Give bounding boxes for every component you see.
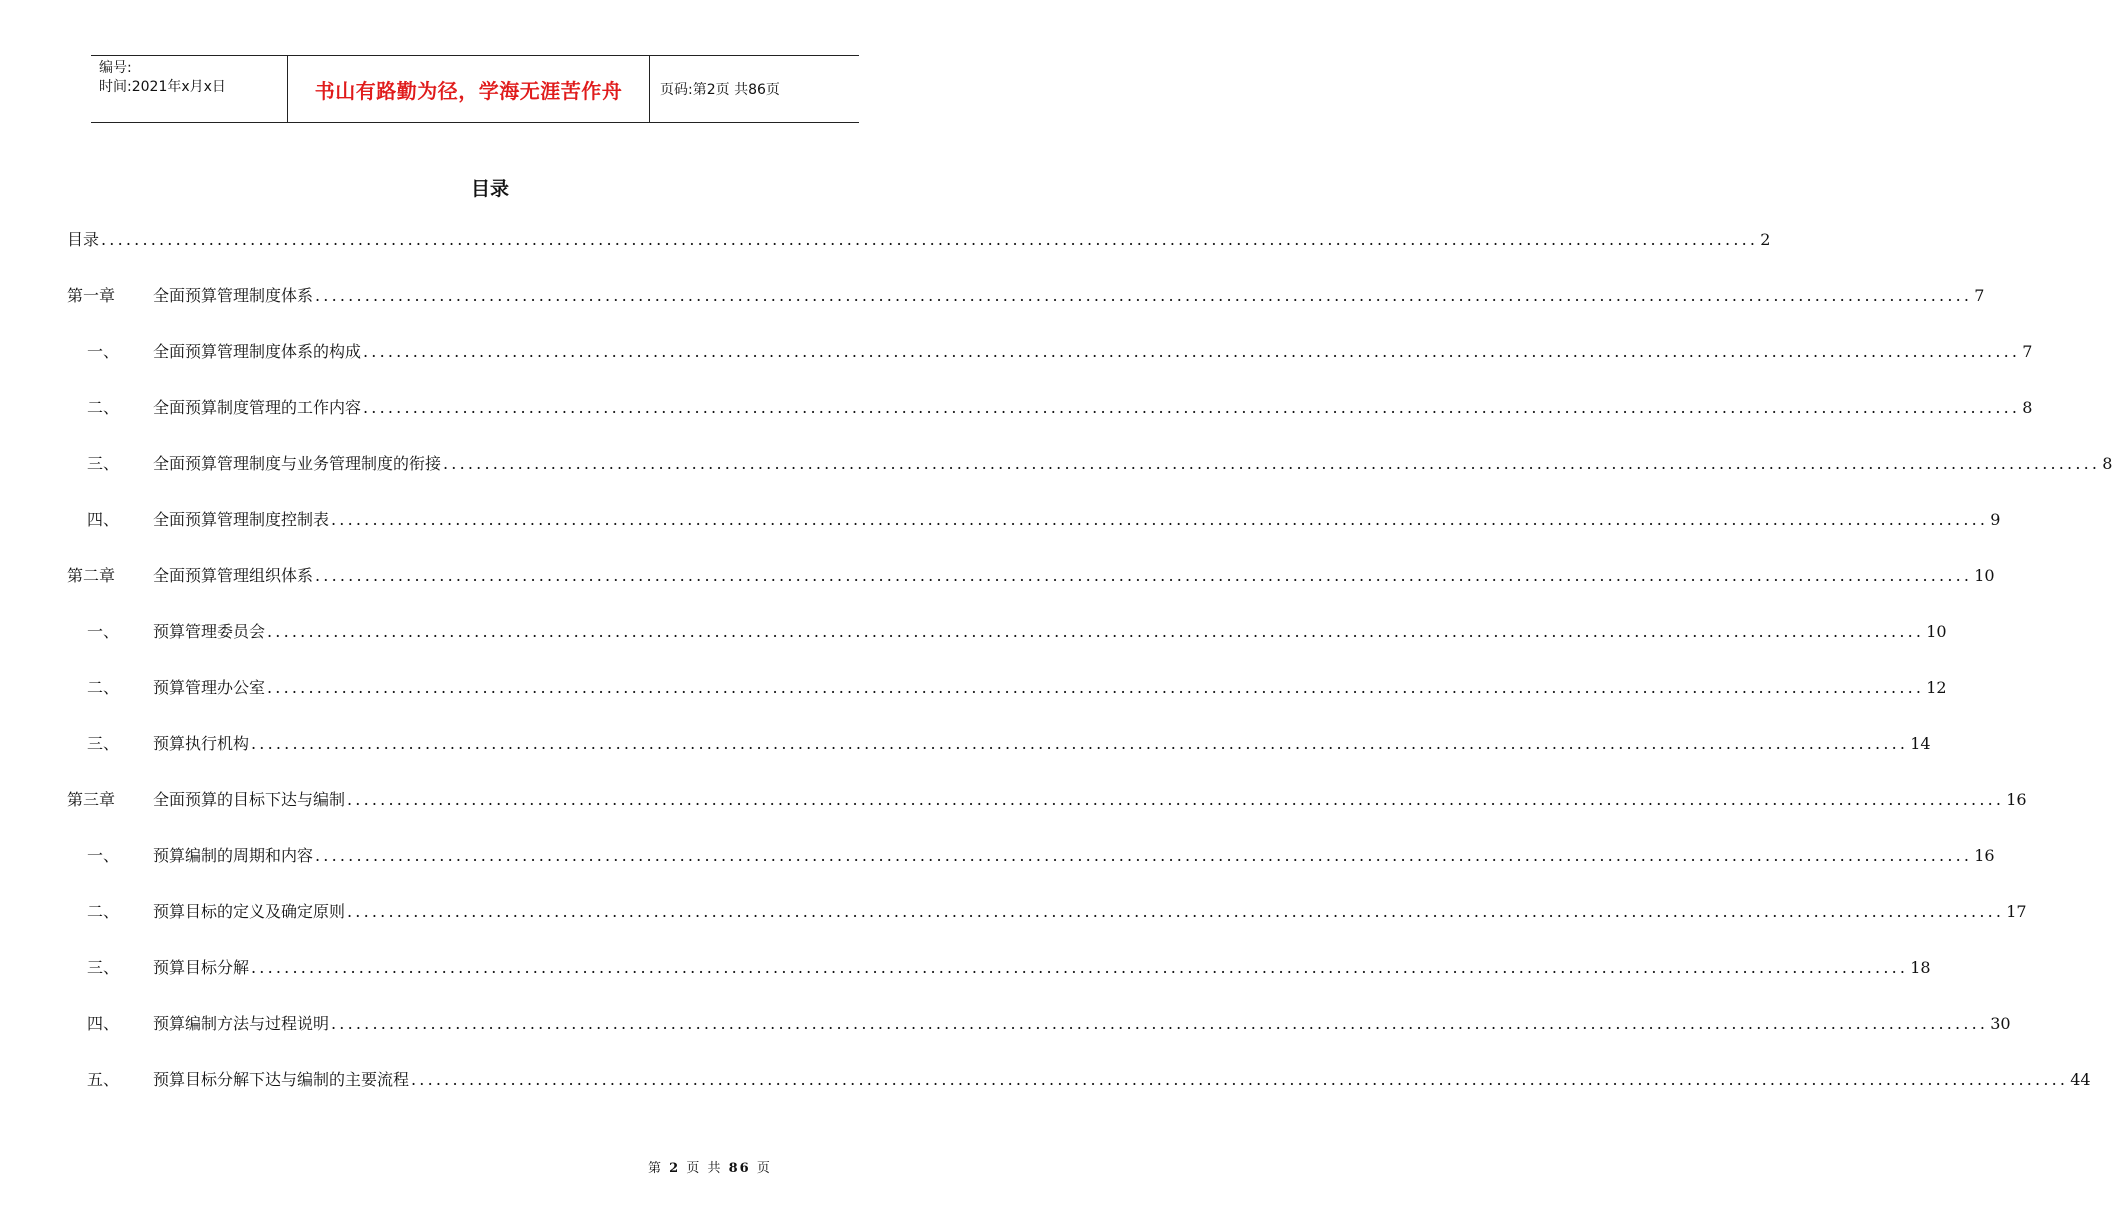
toc-leader-dots: ........................................................................................................................................................................................................ (363, 342, 2021, 361)
toc-entry-page: 2 (1760, 230, 1771, 249)
toc-entry-number: 四、 (87, 510, 120, 529)
toc-leader-dots: ........................................................................................................................................................................................................ (363, 398, 2021, 417)
header-motto: 书山有路勤为径，学海无涯苦作舟 (287, 56, 650, 122)
toc-leader-dots: ........................................................................................................................................................................................................ (251, 734, 1909, 753)
toc-entry[interactable] (67, 898, 2027, 954)
toc-entry-number: 一、 (87, 622, 120, 641)
toc-entry-page: 12 (1926, 678, 1947, 697)
footer-mid: 页 共 (686, 1161, 723, 1176)
toc-leader-dots: ........................................................................................................................................................................................................ (443, 454, 2101, 473)
toc-entry-title: 预算执行机构 (153, 734, 250, 753)
toc-entry-number: 五、 (87, 1070, 120, 1089)
toc-leader-dots: ........................................................................................................................................................................................................ (267, 622, 1925, 641)
toc-entry-page: 8 (2102, 454, 2112, 473)
toc-entry[interactable] (67, 506, 2001, 562)
footer-prefix: 第 (648, 1161, 664, 1176)
toc-leader-dots: ........................................................................................................................................................................................................ (347, 902, 2005, 921)
toc-entry-title: 目录 (67, 230, 100, 249)
toc-entry-title: 全面预算制度管理的工作内容 (153, 398, 362, 417)
toc-entry[interactable] (67, 338, 2033, 394)
toc-leader-dots: ........................................................................................................................................................................................................ (315, 566, 1973, 585)
toc-entry-title: 全面预算管理制度体系的构成 (153, 342, 362, 361)
footer-total-pages: 86 (728, 1161, 751, 1176)
toc-entry[interactable] (67, 450, 2112, 506)
toc-entry-number: 三、 (87, 958, 120, 977)
toc-entry-page: 44 (2070, 1070, 2091, 1089)
toc-entry-title: 预算目标分解 (153, 958, 250, 977)
table-of-contents (67, 226, 2112, 1122)
footer-suffix: 页 (756, 1161, 772, 1176)
toc-entry-page: 30 (1990, 1014, 2011, 1033)
toc-leader-dots: ........................................................................................................................................................................................................ (101, 230, 1759, 249)
toc-entry-title: 全面预算管理组织体系 (153, 566, 314, 585)
header-page-info: 页码:第2页 共86页 (660, 82, 780, 98)
toc-entry-number: 三、 (87, 734, 120, 753)
toc-leader-dots: ........................................................................................................................................................................................................ (331, 1014, 1989, 1033)
toc-leader-dots: ........................................................................................................................................................................................................ (411, 1070, 2069, 1089)
toc-entry-page: 7 (1974, 286, 1985, 305)
toc-entry-page: 10 (1974, 566, 1995, 585)
toc-leader-dots: ........................................................................................................................................................................................................ (347, 790, 2005, 809)
toc-entry-title: 预算编制方法与过程说明 (153, 1014, 330, 1033)
toc-entry-number: 第一章 (67, 286, 116, 305)
toc-entry-title: 全面预算管理制度控制表 (153, 510, 330, 529)
toc-entry-number: 一、 (87, 342, 120, 361)
toc-entry-page: 16 (2006, 790, 2027, 809)
toc-entry-page: 17 (2006, 902, 2027, 921)
toc-entry[interactable] (67, 842, 1995, 898)
toc-entry-page: 18 (1910, 958, 1931, 977)
toc-entry[interactable] (67, 226, 1771, 282)
toc-entry-number: 第三章 (67, 790, 116, 809)
toc-title: 目录 (470, 178, 509, 200)
toc-entry-number: 二、 (87, 398, 120, 417)
toc-entry-title: 全面预算管理制度与业务管理制度的衔接 (153, 454, 442, 473)
toc-entry-title: 全面预算管理制度体系 (153, 286, 314, 305)
toc-entry[interactable] (67, 1010, 2011, 1066)
toc-entry-page: 14 (1910, 734, 1931, 753)
toc-entry[interactable] (67, 674, 1947, 730)
toc-entry[interactable] (67, 618, 1947, 674)
toc-entry-number: 四、 (87, 1014, 120, 1033)
page-footer (648, 1157, 772, 1176)
toc-leader-dots: ........................................................................................................................................................................................................ (315, 286, 1973, 305)
toc-leader-dots: ........................................................................................................................................................................................................ (331, 510, 1989, 529)
toc-entry-title: 全面预算的目标下达与编制 (153, 790, 346, 809)
toc-entry-page: 7 (2022, 342, 2033, 361)
toc-entry[interactable] (67, 786, 2027, 842)
document-time-label: 时间:2021年x月x日 (99, 79, 226, 95)
toc-entry[interactable] (67, 282, 1985, 338)
toc-entry-page: 8 (2022, 398, 2033, 417)
toc-entry-title: 预算目标的定义及确定原则 (153, 902, 346, 921)
toc-entry-title: 预算目标分解下达与编制的主要流程 (153, 1070, 410, 1089)
toc-entry-number: 二、 (87, 678, 120, 697)
toc-entry-number: 二、 (87, 902, 120, 921)
toc-entry-page: 16 (1974, 846, 1995, 865)
document-header (91, 55, 859, 123)
toc-entry-title: 预算管理办公室 (153, 678, 266, 697)
toc-entry-page: 9 (1990, 510, 2001, 529)
footer-current-page: 2 (669, 1161, 681, 1176)
toc-entry[interactable] (67, 562, 1995, 618)
toc-entry[interactable] (67, 730, 1931, 786)
toc-leader-dots: ........................................................................................................................................................................................................ (251, 958, 1909, 977)
toc-entry[interactable] (67, 954, 1931, 1010)
toc-leader-dots: ........................................................................................................................................................................................................ (267, 678, 1925, 697)
toc-leader-dots: ........................................................................................................................................................................................................ (315, 846, 1973, 865)
toc-entry-page: 10 (1926, 622, 1947, 641)
toc-entry-number: 第二章 (67, 566, 116, 585)
toc-entry[interactable] (67, 1066, 2091, 1122)
toc-entry-title: 预算编制的周期和内容 (153, 846, 314, 865)
toc-entry-title: 预算管理委员会 (153, 622, 266, 641)
header-meta (91, 56, 287, 122)
toc-entry-number: 三、 (87, 454, 120, 473)
document-number-label: 编号: (99, 60, 132, 76)
toc-entry-number: 一、 (87, 846, 120, 865)
toc-entry[interactable] (67, 394, 2033, 450)
